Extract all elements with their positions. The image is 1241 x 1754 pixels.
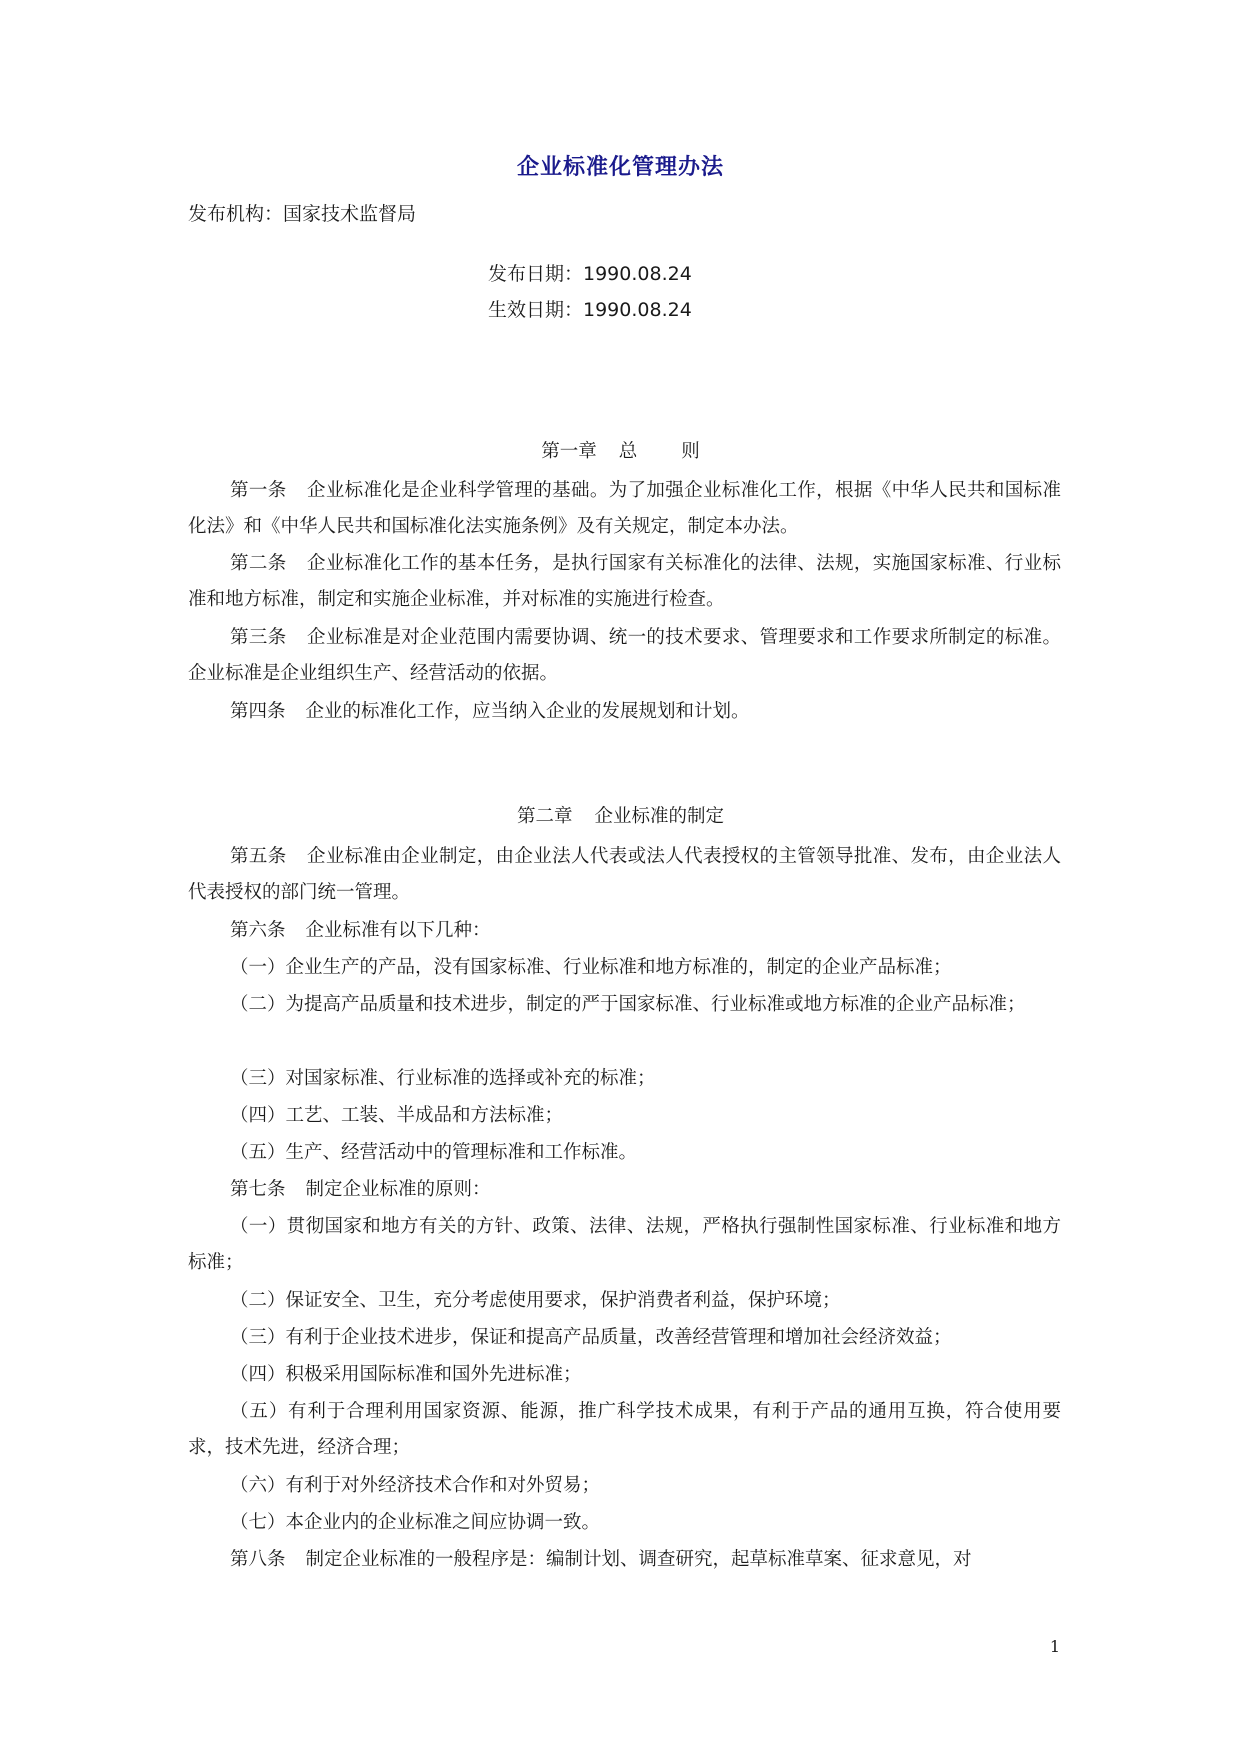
article-number: 第三条: [230, 627, 287, 648]
article-7-item-6: （六）有利于对外经济技术合作和对外贸易；: [230, 1475, 601, 1496]
article-4: [188, 694, 1061, 730]
effective-date: 生效日期：1990.08.24: [488, 299, 692, 321]
document-title: 企业标准化管理办法: [516, 155, 724, 180]
chapter-2-name: 企业标准的制定: [594, 806, 725, 827]
article-text: 制定企业标准的一般程序是：编制计划、调查研究，起草标准草案、征求意见，对: [305, 1549, 972, 1570]
article-3: [188, 620, 1061, 692]
article-7-item-4: （四）积极采用国际标准和国外先进标准；: [230, 1364, 582, 1385]
article-6: [188, 913, 1061, 949]
chapter-1-name-a: 总: [618, 441, 638, 462]
page-number: 1: [1049, 1637, 1060, 1656]
article-text: 制定企业标准的原则：: [305, 1179, 491, 1200]
article-number: 第七条: [230, 1179, 286, 1200]
article-1: [188, 473, 1061, 545]
article-8: [188, 1542, 1061, 1578]
article-6-item-1: （一）企业生产的产品，没有国家标准、行业标准和地方标准的，制定的企业产品标准；: [230, 957, 952, 978]
article-text: 企业标准是对企业范围内需要协调、统一的技术要求、管理要求和工作要求所制定的标准。企业标准是企业组织生产、经营活动的依据。: [188, 627, 1061, 684]
article-6-item-3: （三）对国家标准、行业标准的选择或补充的标准；: [230, 1068, 656, 1089]
article-number: 第五条: [230, 846, 287, 867]
article-6-item-2: （二）为提高产品质量和技术进步，制定的严于国家标准、行业标准或地方标准的企业产品标准；: [230, 994, 1026, 1015]
chapter-1-name-b: 则: [681, 441, 700, 462]
article-2: [188, 546, 1061, 618]
article-7-item-3: （三）有利于企业技术进步，保证和提高产品质量，改善经营管理和增加社会经济效益；: [230, 1327, 952, 1348]
chapter-1-label: 第一章: [541, 441, 597, 462]
article-text: 企业标准由企业制定，由企业法人代表或法人代表授权的主管领导批准、发布，由企业法人代表授权的部门统一管理。: [188, 846, 1061, 903]
article-7: [188, 1172, 1061, 1208]
article-text: 企业标准化是企业科学管理的基础。为了加强企业标准化工作，根据《中华人民共和国标准化法》和《中华人民共和国标准化法实施条例》及有关规定，制定本办法。: [188, 480, 1061, 537]
article-text: 企业标准化工作的基本任务，是执行国家有关标准化的法律、法规，实施国家标准、行业标准和地方标准，制定和实施企业标准，并对标准的实施进行检查。: [188, 553, 1061, 610]
article-number: 第四条: [230, 701, 286, 722]
article-number: 第一条: [230, 480, 287, 501]
article-text: 企业标准有以下几种：: [305, 920, 491, 941]
publish-date: 发布日期：1990.08.24: [488, 263, 692, 285]
article-number: 第二条: [230, 553, 287, 574]
article-text: 企业的标准化工作，应当纳入企业的发展规划和计划。: [305, 701, 750, 722]
article-number: 第八条: [230, 1549, 286, 1570]
article-number: 第六条: [230, 920, 286, 941]
article-7-item-7: （七）本企业内的企业标准之间应协调一致。: [230, 1512, 601, 1533]
article-7-item-5: （五）有利于合理利用国家资源、能源，推广科学技术成果，有利于产品的通用互换，符合使用要求，技术先进，经济合理；: [188, 1401, 1061, 1458]
chapter-2-label: 第二章: [516, 806, 573, 827]
chapter-2-heading: [0, 804, 1241, 830]
article-6-item-4: （四）工艺、工装、半成品和方法标准；: [230, 1105, 564, 1126]
article-7-item-1: （一）贯彻国家和地方有关的方针、政策、法律、法规，严格执行强制性国家标准、行业标准和地方标准；: [188, 1216, 1061, 1273]
article-5: [188, 839, 1061, 911]
article-6-item-5: （五）生产、经营活动中的管理标准和工作标准。: [230, 1142, 638, 1163]
article-7-item-2: （二）保证安全、卫生，充分考虑使用要求，保护消费者利益，保护环境；: [230, 1290, 841, 1311]
chapter-1-heading: [0, 439, 1241, 465]
issuer-line: 发布机构：国家技术监督局: [188, 203, 417, 225]
